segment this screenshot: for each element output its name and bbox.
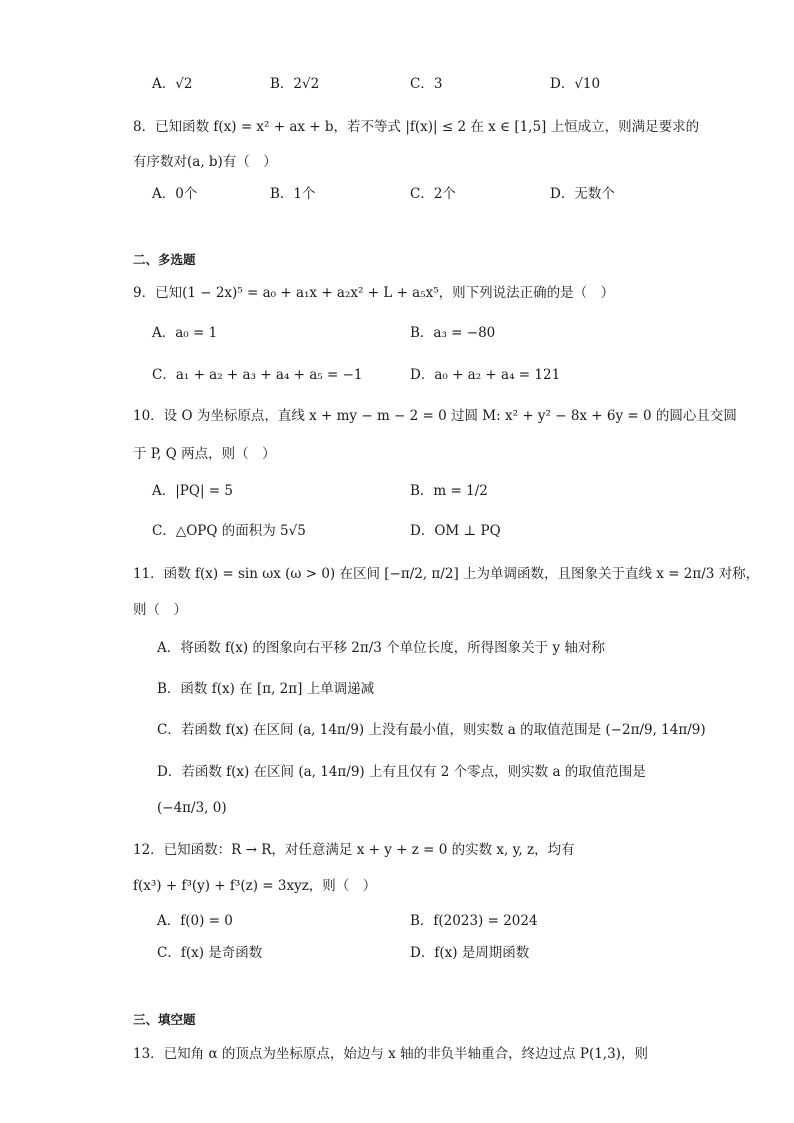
q8-stem-line1: 8．已知函数 f(x) = x² + ax + b，若不等式 |f(x)| ≤ 2 在 x ∈ [1,5] 上恒成立，则满足要求的 (133, 119, 700, 135)
q12-option-a: A．f(0) = 0 (157, 913, 233, 929)
q11-option-d: D．若函数 f(x) 在区间 (a, 14π/9) 上有且仅有 2 个零点，则实数 a 的取值范围是 (157, 764, 646, 780)
q13-stem-line1: 13．已知角 α 的顶点为坐标原点，始边与 x 轴的非负半轴重合，终边过点 P(1,3)，则 (133, 1046, 648, 1062)
q7-option-d: D．√10 (550, 76, 601, 92)
q11-stem-line2: 则（ ） (133, 602, 187, 618)
q8-option-d: D．无数个 (550, 186, 615, 202)
q12-stem-line1: 12．已知函数：R → R，对任意满足 x + y + z = 0 的实数 x, y, z，均有 (133, 842, 575, 858)
q11-option-a: A．将函数 f(x) 的图象向右平移 2π/3 个单位长度，所得图象关于 y 轴对称 (157, 640, 605, 656)
q7-option-a: A．√2 (152, 76, 193, 92)
q9-stem: 9．已知(1 − 2x)⁵ = a₀ + a₁x + a₂x² + L + a₅x⁵，则下列说法正确的是（ ） (133, 285, 615, 301)
q9-option-b: B．a₃ = −80 (410, 325, 496, 341)
q9-option-c: C．a₁ + a₂ + a₃ + a₄ + a₅ = −1 (152, 367, 363, 383)
q7-option-c: C．3 (410, 76, 443, 92)
q7-option-b: B．2√2 (270, 76, 320, 92)
q10-option-a: A．|PQ| = 5 (152, 483, 233, 499)
q12-option-c: C．f(x) 是奇函数 (157, 945, 263, 961)
q10-option-d: D．OM ⊥ PQ (410, 523, 501, 539)
section-heading-multiple-choice: 二、多选题 (133, 252, 196, 267)
q8-stem-line2: 有序数对(a, b)有（ ） (133, 154, 277, 170)
q11-option-b: B．函数 f(x) 在 [π, 2π] 上单调递减 (157, 681, 375, 697)
q9-option-d: D．a₀ + a₂ + a₄ = 121 (410, 367, 561, 383)
q10-option-b: B．m = 1/2 (410, 483, 488, 499)
q8-option-a: A．0个 (152, 186, 198, 202)
q11-stem-line1: 11．函数 f(x) = sin ωx (ω > 0) 在区间 [−π/2, π/2] 上为单调函数，且图象关于直线 x = 2π/3 对称， (133, 566, 760, 582)
q10-option-c: C．△OPQ 的面积为 5√5 (152, 523, 306, 539)
q12-option-b: B．f(2023) = 2024 (410, 913, 538, 929)
section-heading-fill-in: 三、填空题 (133, 1012, 196, 1027)
q12-option-d: D．f(x) 是周期函数 (410, 945, 530, 961)
q8-option-b: B．1个 (270, 186, 316, 202)
q12-stem-line2: f(x³) + f³(y) + f³(z) = 3xyz，则（ ） (133, 878, 377, 894)
q11-option-d-continuation: (−4π/3, 0) (157, 800, 227, 816)
q8-option-c: C．2个 (410, 186, 456, 202)
q10-stem-line2: 于 P, Q 两点，则（ ） (133, 446, 276, 462)
q10-stem-line1: 10．设 O 为坐标原点，直线 x + my − m − 2 = 0 过圆 M: x² + y² − 8x + 6y = 0 的圆心且交圆 (133, 408, 737, 424)
q9-option-a: A．a₀ = 1 (152, 325, 218, 341)
q11-option-c: C．若函数 f(x) 在区间 (a, 14π/9) 上没有最小值，则实数 a 的取值范围是 (−2π/9, 14π/9) (157, 722, 706, 738)
